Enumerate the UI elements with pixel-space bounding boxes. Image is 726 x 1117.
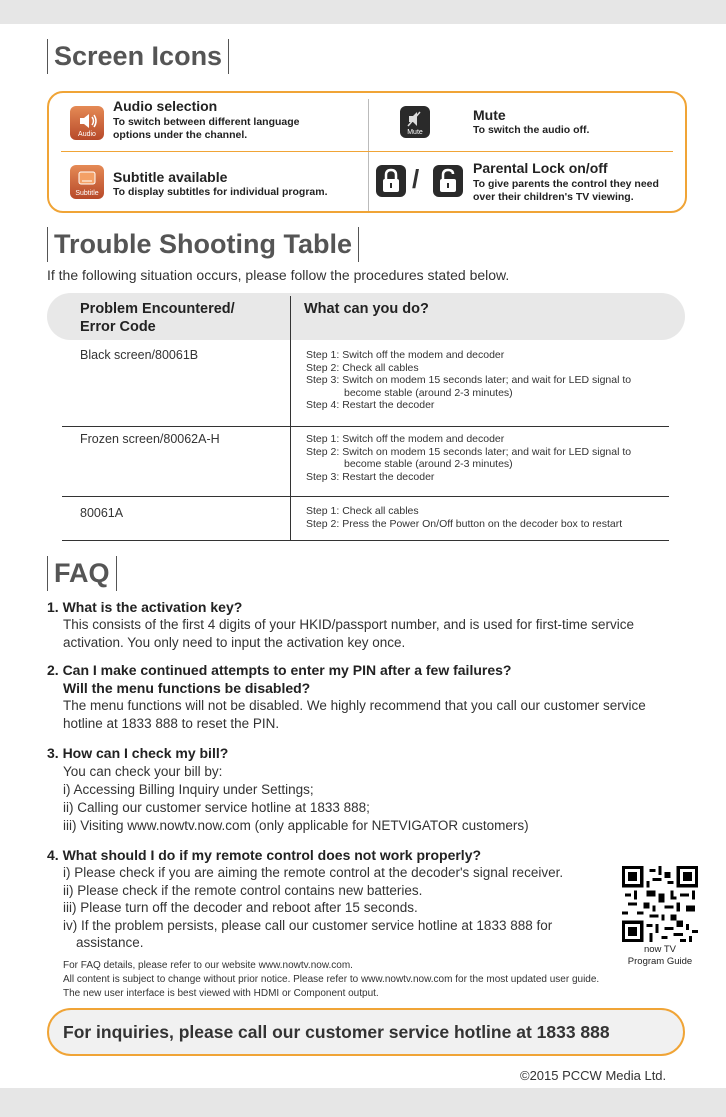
copyright: ©2015 PCCW Media Ltd. [520, 1068, 667, 1083]
lock-separator: / [412, 164, 420, 194]
step: Step 3: Switch on modem 15 seconds later; and wait for LED signal to become stable (around 2-3 minutes) [306, 374, 632, 399]
footer-note: The new user interface is best viewed with HDMI or Component output. [63, 988, 379, 999]
lock-open-icon [433, 165, 463, 197]
faq-question-1: 1. What is the activation key? [47, 599, 243, 615]
faq-question-4: 4. What should I do if my remote control does not work properly? [47, 847, 482, 863]
qr-caption [624, 944, 696, 968]
faq-question-2: 2. Can I make continued attempts to enter my PIN after a few failures? [47, 662, 512, 678]
lock-closed-icon [376, 165, 406, 197]
subtitle-title: Subtitle available [113, 169, 228, 185]
faq-answer-2: The menu functions will not be disabled. We highly recommend that you call our customer service hotline at 1833 888 to reset the PIN. [63, 698, 646, 731]
inquiry-text: For inquiries, please call our customer service hotline at 1833 888 [63, 1022, 610, 1042]
table-row-steps [306, 505, 670, 530]
parental-lock-desc-1: To give parents the control they need [473, 178, 659, 190]
faq-answer-3-item: ii) Calling our customer service hotline at 1833 888; [63, 800, 370, 815]
screen-icons-panel [47, 91, 687, 213]
audio-selection-desc-2: options under the channel. [113, 129, 248, 141]
faq-question-2-line2: Will the menu functions be disabled? [63, 680, 311, 696]
audio-selection-title: Audio selection [113, 98, 218, 114]
table-row-divider [62, 496, 669, 497]
section-heading-screen-icons: Screen Icons [47, 39, 229, 74]
audio-icon-label: Audio [78, 131, 96, 138]
faq-answer-3-intro: You can check your bill by: [63, 764, 223, 779]
mute-icon-label: Mute [407, 129, 423, 136]
step: Step 1: Switch off the modem and decoder [306, 349, 505, 361]
speaker-icon [70, 106, 104, 140]
parental-lock-desc-2: over their children's TV viewing. [473, 191, 634, 203]
step: Step 4: Restart the decoder [306, 399, 435, 411]
subtitle-icon-label: Subtitle [75, 190, 99, 197]
header-problem-line1: Problem Encountered/ [80, 301, 235, 317]
step: Step 2: Press the Power On/Off button on the decoder box to restart [306, 517, 623, 530]
table-row-problem: 80061A [80, 506, 124, 520]
header-solution: What can you do? [304, 301, 429, 317]
mute-title: Mute [473, 107, 506, 123]
panel-divider-horizontal [61, 151, 673, 152]
footer-note: All content is subject to change without prior notice. Please refer to www.nowtv.now.com for the most updated user guide. [63, 974, 600, 985]
section-heading-faq: FAQ [47, 556, 117, 591]
faq-answer-4-item: iv) If the problem persists, please call our customer service hotline at 1833 888 for [63, 918, 553, 933]
table-row-problem: Frozen screen/80062A-H [80, 432, 220, 446]
qr-caption-label: Program Guide [627, 956, 693, 967]
faq-answer-4-item: iii) Please turn off the decoder and reboot after 15 seconds. [63, 900, 418, 915]
mute-desc: To switch the audio off. [473, 124, 590, 136]
step: Step 2: Switch on modem 15 seconds later; and wait for LED signal to become stable (around 2-3 minutes) [306, 445, 632, 470]
faq-answer-3-item: iii) Visiting www.nowtv.now.com (only applicable for NETVIGATOR customers) [63, 818, 529, 833]
audio-selection-desc-1: To switch between different language [113, 116, 300, 128]
panel-divider-vertical [368, 99, 369, 211]
table-row-steps [306, 433, 670, 483]
qr-code[interactable] [622, 866, 698, 942]
table-column-divider [290, 296, 291, 541]
step: Step 2: Check all cables [306, 361, 419, 374]
parental-lock-title: Parental Lock on/off [473, 160, 608, 176]
header-problem-line2: Error Code [80, 319, 156, 335]
step: Step 3: Restart the decoder [306, 470, 435, 483]
faq-answer-4-item: i) Please check if you are aiming the remote control at the decoder's signal receiver. [63, 865, 564, 880]
top-band [0, 0, 726, 24]
step: Step 1: Check all cables [306, 505, 419, 517]
footer-note: For FAQ details, please refer to our website www.nowtv.now.com. [63, 960, 353, 971]
table-row-problem: Black screen/80061B [80, 348, 199, 362]
mute-icon [400, 106, 430, 138]
step: Step 1: Switch off the modem and decoder [306, 433, 505, 445]
table-intro: If the following situation occurs, please follow the procedures stated below. [47, 267, 510, 283]
faq-answer-1: This consists of the first 4 digits of your HKID/passport number, and is used for first-time service activation. You only need to input the activation key once. [63, 617, 634, 650]
subtitle-desc: To display subtitles for individual program. [113, 186, 328, 198]
faq-question-3: 3. How can I check my bill? [47, 745, 229, 761]
subtitle-icon [70, 165, 104, 199]
section-heading-trouble-shooting: Trouble Shooting Table [47, 227, 359, 262]
faq-answer-3-item: i) Accessing Billing Inquiry under Settings; [63, 782, 314, 797]
table-row-divider [62, 426, 669, 427]
bottom-band [0, 1088, 726, 1117]
table-row-divider [62, 540, 669, 541]
faq-answer-4-item: assistance. [76, 935, 144, 950]
faq-answer-4-item: ii) Please check if the remote control contains new batteries. [63, 883, 423, 898]
table-row-steps [306, 349, 670, 412]
qr-caption-brand: now TV [643, 944, 677, 955]
